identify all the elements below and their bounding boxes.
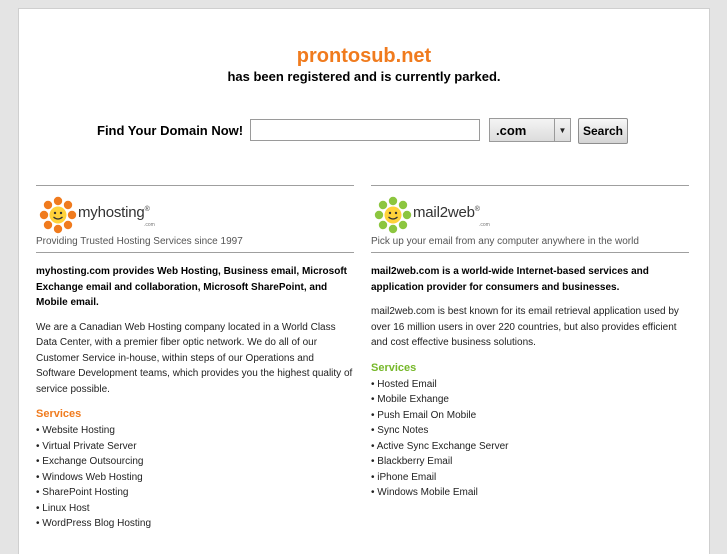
list-item: • Push Email On Mobile xyxy=(371,408,689,424)
mail2web-intro: mail2web.com is a world-wide Internet-based services and application provider for consumers and businesses. xyxy=(371,266,649,293)
myhosting-services-list xyxy=(36,423,354,532)
mail2web-services-heading: Services xyxy=(371,361,417,374)
mail2web-column xyxy=(371,185,689,501)
search-label: Find Your Domain Now! xyxy=(97,123,244,138)
mail2web-brand: mail2web® xyxy=(413,204,480,221)
list-item: • SharePoint Hosting xyxy=(36,485,354,501)
list-item: • Active Sync Exchange Server xyxy=(371,439,689,455)
chevron-down-icon[interactable]: ▼ xyxy=(554,119,570,141)
list-item: • Sync Notes xyxy=(371,423,689,439)
list-item: • Hosted Email xyxy=(371,377,689,393)
parked-page xyxy=(18,8,710,554)
list-item: • Website Hosting xyxy=(36,423,354,439)
list-item: • Linux Host xyxy=(36,501,354,517)
tld-select[interactable] xyxy=(489,118,571,142)
mail2web-description: mail2web.com is best known for its email retrieval application used by over 16 million users in over 220 countries, but also provides efficient and cost effective business solutions. xyxy=(371,306,679,348)
list-item: • WordPress Blog Hosting xyxy=(36,516,354,532)
mail2web-logo[interactable] xyxy=(371,186,689,232)
myhosting-intro: myhosting.com provides Web Hosting, Business email, Microsoft Exchange email and collaboration, Microsoft SharePoint, and Mobile email. xyxy=(36,266,347,308)
tld-selected-value: .com xyxy=(496,123,527,138)
myhosting-brand-sub: .com xyxy=(144,222,155,228)
list-item: • Virtual Private Server xyxy=(36,439,354,455)
myhosting-services-heading: Services xyxy=(36,408,82,420)
myhosting-logo[interactable] xyxy=(36,186,354,232)
domain-title: prontosub.net xyxy=(296,45,432,67)
myhosting-tagline: Providing Trusted Hosting Services since 1997 xyxy=(36,236,354,253)
domain-search-input[interactable] xyxy=(250,119,480,141)
list-item: • Windows Mobile Email xyxy=(371,485,689,501)
orange-flower-icon xyxy=(38,195,78,235)
list-item: • Exchange Outsourcing xyxy=(36,454,354,470)
myhosting-description: We are a Canadian Web Hosting company located in a World Class Data Center, with a premier fiber optic network. We do all of our Customer Service in-house, within steps of our Operations and Software Development teams, which provides you the highest quality of service possible. xyxy=(36,321,353,395)
green-flower-icon xyxy=(373,195,413,235)
myhosting-column xyxy=(36,185,354,532)
mail2web-tagline: Pick up your email from any computer anywhere in the world xyxy=(371,236,689,253)
list-item: • Blackberry Email xyxy=(371,454,689,470)
mail2web-brand-sub: .com xyxy=(479,222,490,228)
search-button[interactable]: Search xyxy=(578,118,628,144)
list-item: • Windows Web Hosting xyxy=(36,470,354,486)
list-item: • iPhone Email xyxy=(371,470,689,486)
list-item: • Mobile Exhange xyxy=(371,392,689,408)
mail2web-services-list xyxy=(371,377,689,501)
parked-message: has been registered and is currently parked. xyxy=(227,69,501,84)
myhosting-brand: myhosting® xyxy=(78,204,150,221)
